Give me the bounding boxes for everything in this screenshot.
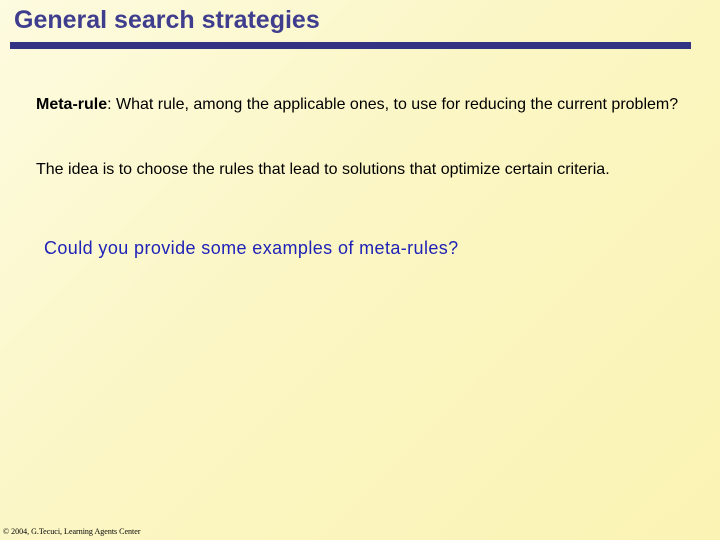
meta-rule-term: Meta-rule bbox=[36, 96, 108, 113]
question-text: Could you provide some examples of meta-rules? bbox=[44, 238, 459, 258]
title-underline bbox=[10, 42, 691, 49]
meta-rule-description: : What rule, among the applicable ones, to use for reducing the current problem? bbox=[107, 96, 679, 113]
slide-title: General search strategies bbox=[14, 6, 320, 34]
meta-rule-definition bbox=[36, 94, 696, 116]
idea-paragraph: The idea is to choose the rules that lead to solutions that optimize certain criteria. bbox=[36, 161, 610, 178]
copyright-footer: © 2004, G.Tecuci, Learning Agents Center bbox=[3, 527, 141, 536]
